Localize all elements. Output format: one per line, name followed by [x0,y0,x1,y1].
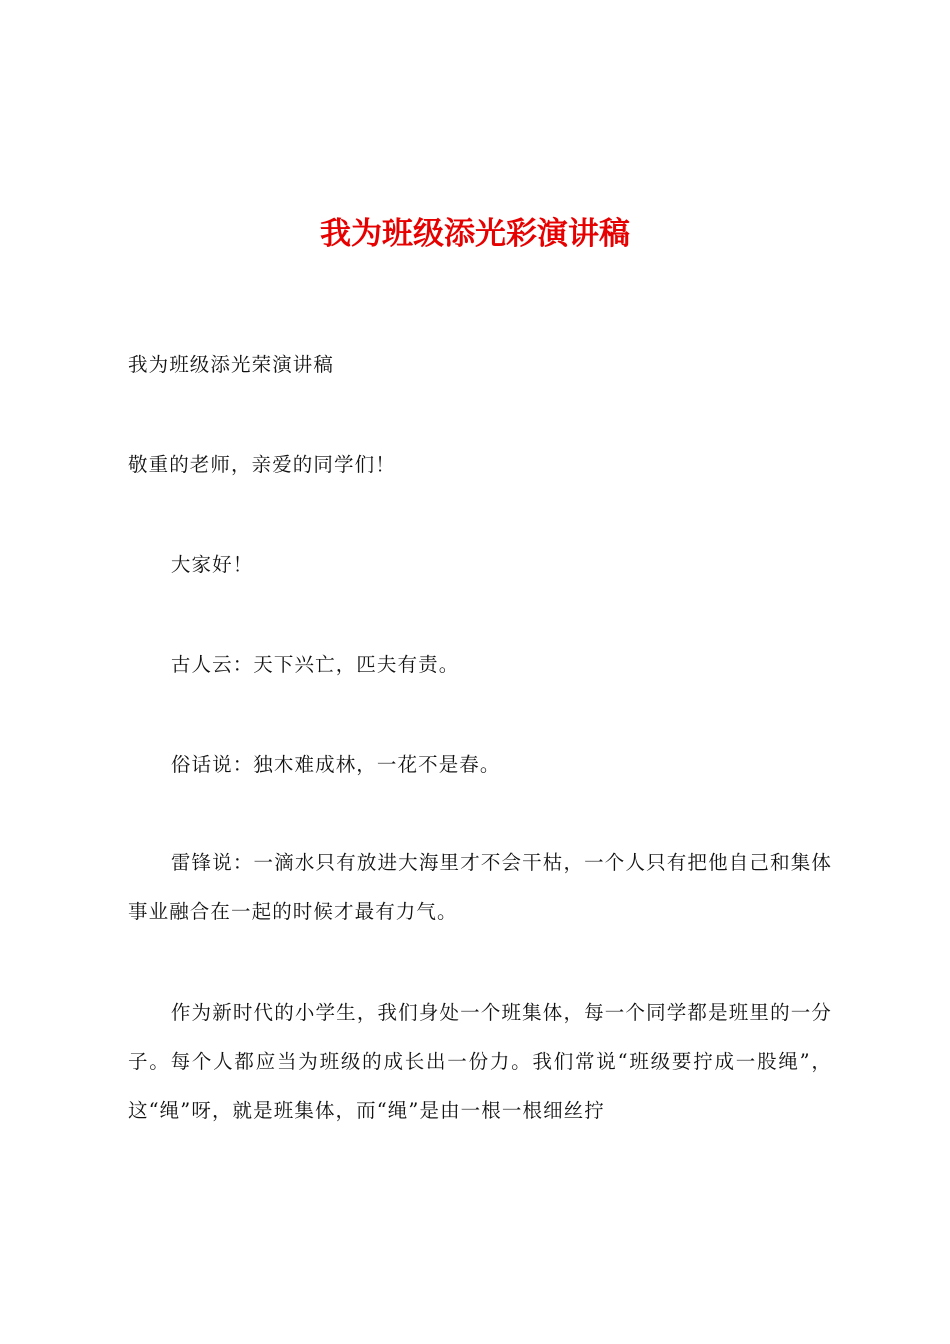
paragraph-leifeng-quote: 雷锋说：一滴水只有放进大海里才不会干枯，一个人只有把他自己和集体事业融合在一起的时候才最有力气。 [128,851,832,923]
paragraph-proverb: 俗话说：独木难成林，一花不是春。 [170,753,501,776]
paragraph-hello: 大家好！ [170,553,254,576]
paragraph-ancient-saying: 古人云：天下兴亡，匹夫有责。 [170,653,460,676]
paragraph-subtitle: 我为班级添光荣演讲稿 [128,353,335,376]
document-title: 我为班级添光彩演讲稿 [320,216,630,252]
paragraph-greeting: 敬重的老师，亲爱的同学们！ [128,453,396,476]
paragraph-body: 作为新时代的小学生，我们身处一个班集体，每一个同学都是班里的一分子。每个人都应当为班级的成长出一份力。我们常说“班级要拧成一股绳”，这“绳”呀，就是班集体，而“绳”是由一根一根细丝拧 [128,1001,832,1122]
